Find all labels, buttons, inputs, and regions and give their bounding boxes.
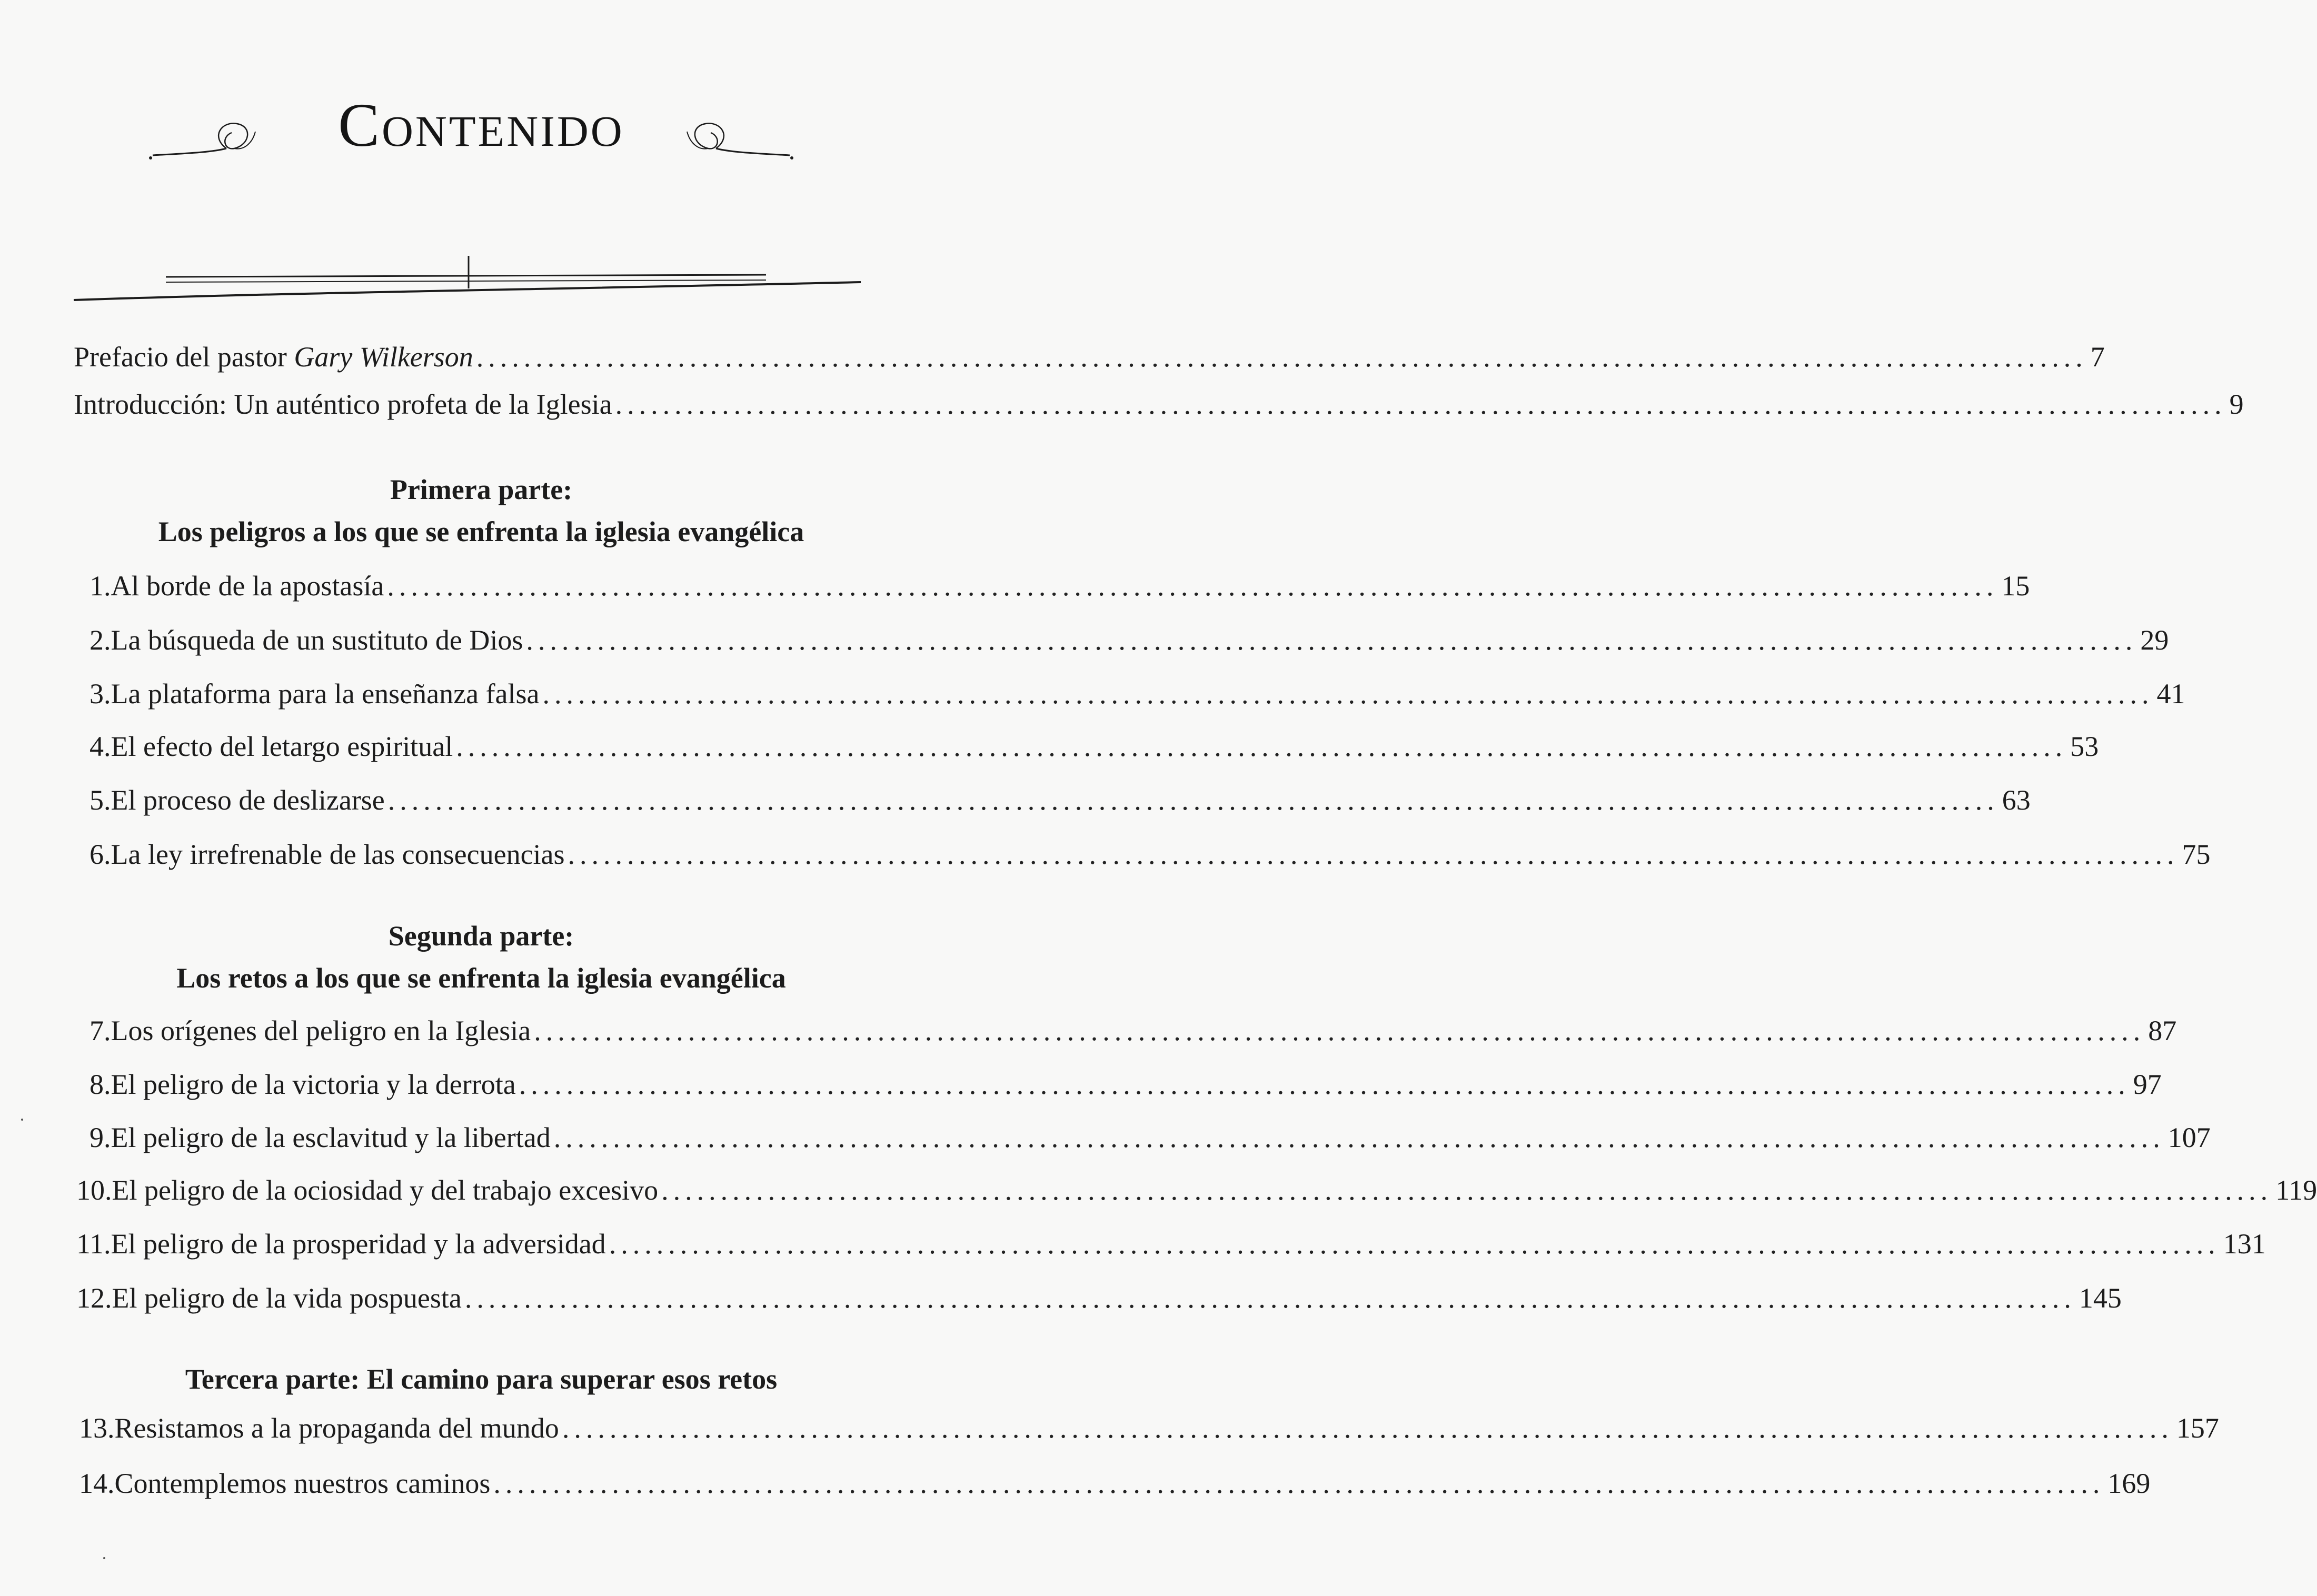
dot-leader: ........................................................................................................................................ (387, 570, 1998, 602)
page-number: 41 (2156, 678, 2185, 710)
toc-chapter[interactable] (90, 837, 2211, 872)
chapter-title: Los orígenes del peligro en la Iglesia (111, 1015, 531, 1046)
page-number: 97 (2133, 1069, 2162, 1100)
chapter-title: Al borde de la apostasía (111, 570, 384, 602)
page-number: 53 (2070, 731, 2099, 762)
chapter-title: El peligro de la victoria y la derrota (111, 1069, 516, 1100)
part-heading: Tercera parte: El camino para superar esos retos (185, 1363, 778, 1395)
toc-chapter[interactable] (90, 783, 2031, 817)
toc-chapter[interactable] (90, 623, 2169, 657)
title-divider (74, 252, 863, 310)
dot-leader: ........................................................................................................................................ (568, 839, 2179, 870)
toc-chapter[interactable] (90, 676, 2185, 711)
chapter-number: 8. (90, 1069, 111, 1100)
dot-leader: ........................................................................................................................................ (609, 1228, 2220, 1260)
page-number: 15 (2001, 570, 2030, 602)
entry-title: Introducción: Un auténtico profeta de la Iglesia (74, 388, 612, 420)
toc-chapter[interactable] (90, 568, 2030, 603)
toc-entry-prefacio[interactable] (74, 340, 2105, 374)
dot-leader: ........................................................................................................................................ (534, 1015, 2145, 1046)
chapter-title: El peligro de la esclavitud y la libertad (111, 1122, 551, 1153)
toc-chapter[interactable] (76, 1226, 2266, 1261)
dot-leader: ........................................................................................................................................ (542, 678, 2154, 710)
chapter-title: El efecto del letargo espiritual (111, 731, 453, 762)
toc-chapter[interactable] (76, 1173, 2317, 1208)
chapter-number: 10. (76, 1174, 112, 1206)
part-subheading: Los peligros a los que se enfrenta la iglesia evangélica (158, 516, 804, 547)
page-number: 157 (2176, 1412, 2219, 1444)
chapter-number: 13. (79, 1412, 115, 1444)
dot-leader: ........................................................................................................................................ (476, 341, 2087, 373)
dot-leader: ........................................................................................................................................ (553, 1122, 2165, 1153)
page-number: 9 (2229, 388, 2244, 420)
entry-title: Prefacio del pastor Gary Wilkerson (74, 341, 473, 373)
chapter-title: Contemplemos nuestros caminos (114, 1468, 491, 1499)
dot-leader: ........................................................................................................................................ (519, 1069, 2130, 1100)
chapter-title: El peligro de la vida pospuesta (112, 1282, 462, 1314)
dot-leader: ........................................................................................................................................ (456, 731, 2067, 762)
page-number: 107 (2167, 1122, 2211, 1153)
chapter-number: 9. (90, 1122, 111, 1153)
chapter-title: El peligro de la ociosidad y del trabajo excesivo (112, 1174, 659, 1206)
dot-leader: ........................................................................................................................................ (661, 1174, 2273, 1206)
chapter-number: 5. (90, 784, 111, 816)
dot-leader: ........................................................................................................................................ (615, 388, 2226, 420)
toc-entry-introduccion[interactable] (74, 387, 2244, 422)
toc-chapter[interactable] (90, 1013, 2177, 1048)
page-number: 29 (2140, 624, 2169, 656)
toc-chapter[interactable] (90, 729, 2099, 764)
part-heading: Primera parte: (390, 474, 573, 505)
chapter-title: La plataforma para la enseñanza falsa (111, 678, 540, 710)
chapter-number: 1. (90, 570, 111, 602)
chapter-number: 4. (90, 731, 111, 762)
page-number: 119 (2275, 1174, 2317, 1206)
page-number: 169 (2107, 1468, 2151, 1499)
chapter-number: 14. (79, 1468, 115, 1499)
page-number: 87 (2148, 1015, 2177, 1046)
paper-speck (103, 1557, 105, 1559)
chapter-title: La ley irrefrenable de las consecuencias (111, 839, 565, 870)
chapter-title: Resistamos a la propaganda del mundo (114, 1412, 559, 1444)
toc-chapter[interactable] (79, 1466, 2151, 1501)
toc-chapter[interactable] (90, 1120, 2211, 1155)
page-number: 63 (2002, 784, 2031, 816)
toc-chapter[interactable] (90, 1067, 2162, 1102)
chapter-number: 11. (76, 1228, 111, 1260)
chapter-title: El proceso de deslizarse (111, 784, 385, 816)
chapter-title: El peligro de la prosperidad y la adversidad (111, 1228, 606, 1260)
chapter-title: La búsqueda de un sustituto de Dios (111, 624, 523, 656)
title-block (0, 79, 962, 168)
dot-leader: ........................................................................................................................................ (562, 1412, 2173, 1444)
toc-chapter[interactable] (76, 1281, 2122, 1315)
chapter-number: 2. (90, 624, 111, 656)
chapter-number: 12. (76, 1282, 112, 1314)
toc-chapter[interactable] (79, 1411, 2219, 1445)
page-number: 145 (2079, 1282, 2122, 1314)
dot-leader: ........................................................................................................................................ (387, 784, 1999, 816)
part-heading: Segunda parte: (388, 920, 574, 952)
chapter-number: 7. (90, 1015, 111, 1046)
paper-speck (21, 1119, 23, 1121)
page-number: 131 (2223, 1228, 2266, 1260)
chapter-number: 6. (90, 839, 111, 870)
dot-leader: ........................................................................................................................................ (464, 1282, 2076, 1314)
page-title: Contenido (338, 91, 624, 159)
dot-leader: ........................................................................................................................................ (493, 1468, 2105, 1499)
right-flourish-icon (674, 100, 795, 163)
dot-leader: ........................................................................................................................................ (526, 624, 2137, 656)
page-number: 7 (2090, 341, 2105, 373)
page-number: 75 (2182, 839, 2211, 870)
part-subheading: Los retos a los que se enfrenta la iglesia evangélica (176, 962, 786, 994)
chapter-number: 3. (90, 678, 111, 710)
